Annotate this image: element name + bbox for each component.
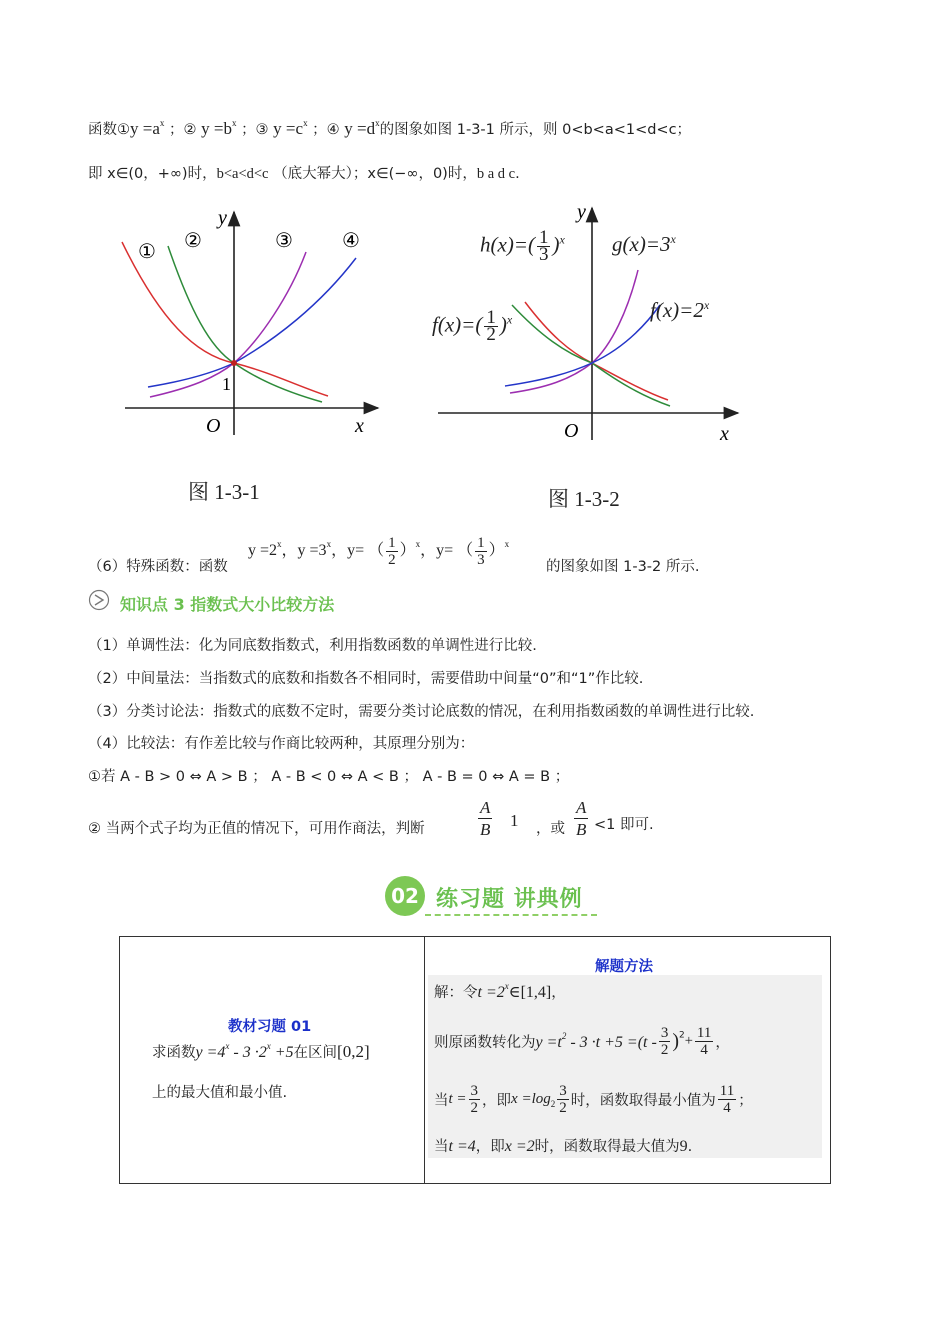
solution-line-3: 当t = $\frac{3}{2}$ ，即$x =\log_2$ $\frac{3}{2}$ 时，函数取得最小值为 $\frac{11}{4}$ ； bbox=[434, 1083, 753, 1116]
kp3-item-1: （1）单调性法：化为同底数指数式，利用指数函数的单调性进行比较. bbox=[88, 638, 537, 654]
inequality: b<a<d<c bbox=[216, 166, 269, 182]
one-label: 1 bbox=[222, 374, 231, 394]
method-title: 解题方法 bbox=[595, 959, 653, 975]
func-d: y =d bbox=[344, 119, 376, 138]
label-4: ④ bbox=[342, 228, 360, 252]
label-2: ② bbox=[184, 228, 202, 252]
f-half-label: f(x)=( $\frac{1}{2}$ )$^x$ bbox=[432, 307, 513, 345]
label-1: ① bbox=[138, 239, 156, 263]
question-cell bbox=[120, 937, 425, 1184]
func-a: y =a bbox=[130, 119, 160, 138]
kp3-title: 知识点 3 指数式大小比较方法 bbox=[120, 595, 335, 614]
h-label: h(x)=( $\frac{1}{3}$ )$^x$ bbox=[480, 227, 565, 265]
y-label: y bbox=[577, 201, 586, 223]
x-label: x bbox=[355, 415, 364, 437]
section-badge: 02 bbox=[385, 876, 425, 916]
y-label: y bbox=[218, 207, 227, 229]
origin-label: O bbox=[564, 420, 579, 442]
section-underline bbox=[425, 914, 597, 916]
figure-1-3-1 bbox=[110, 200, 390, 440]
curve-f bbox=[505, 305, 660, 386]
solution-line-4: 当t =4，即x =2时，函数取得最大值为9. bbox=[434, 1138, 693, 1155]
intro-text: 函数① bbox=[88, 122, 130, 138]
func-c: y =c bbox=[273, 119, 304, 138]
exercise-label: 教材习题 01 bbox=[228, 1019, 312, 1035]
solution-line-1: 解：令$t =2^x\in[1,4]$， bbox=[434, 981, 566, 1001]
x-label: x bbox=[720, 423, 729, 445]
question-line-1: 求函数$y =4^x - 3 \cdot 2^x +5$在区间[0,2] bbox=[152, 1041, 370, 1061]
kp3-item-4: （4）比较法：有作差比较与作商比较两种，其原理分别为： bbox=[88, 736, 475, 752]
inequality-neg: b a d c bbox=[476, 166, 516, 182]
kp3-item-3: （3）分类讨论法：指数式的底数不定时，需要分类讨论底数的情况，在利用指数函数的单调性进行比较. bbox=[88, 704, 755, 720]
label-3: ③ bbox=[275, 228, 293, 252]
intro-line-2: 即 x∈(0，+∞)时，b<a<d<c （底大幂大）；x∈(−∞，0)时，b a d c. bbox=[88, 166, 520, 182]
func-b: y =b bbox=[201, 119, 232, 138]
figure-1-caption: 图 1-3-1 bbox=[188, 480, 260, 504]
g-label: $g(x)=3^x$ bbox=[612, 232, 676, 256]
curve-g bbox=[510, 270, 638, 393]
intersection-point bbox=[231, 360, 237, 366]
question-line-2: 上的最大值和最小值. bbox=[152, 1085, 288, 1101]
intro-line-1: 函数①y $=a^x$ ；② $y =b^x$ ；③ $y =c^x$ ；④ $y =d^x$的图象如图 1-3-1 所示，则 0<b<a<1<d<c； bbox=[88, 118, 692, 138]
kp3-item-5: ①若 A - B > 0 ⇔ A > B ； A - B < 0 ⇔ A < B ； A - B = 0 ⇔ A = B ； bbox=[88, 769, 570, 785]
section-title: 练习题 讲典例 bbox=[436, 887, 583, 912]
solution-box bbox=[428, 975, 822, 1158]
arrow-circle-icon bbox=[88, 589, 110, 611]
f-label: $f(x)=2^x$ bbox=[650, 298, 710, 322]
solution-line-2: 则原函数转化为$y =t^2 - 3 \cdot t +5 =(t$ - $\frac{3}{2}$ )$^2$+ $\frac{11}{4}$ ， bbox=[434, 1025, 730, 1058]
figure-2-caption: 图 1-3-2 bbox=[548, 487, 620, 511]
origin-label: O bbox=[206, 415, 221, 437]
kp3-item-2: （2）中间量法：当指数式的底数和指数各不相同时，需要借助中间量“0”和“1”作比较. bbox=[88, 671, 644, 687]
